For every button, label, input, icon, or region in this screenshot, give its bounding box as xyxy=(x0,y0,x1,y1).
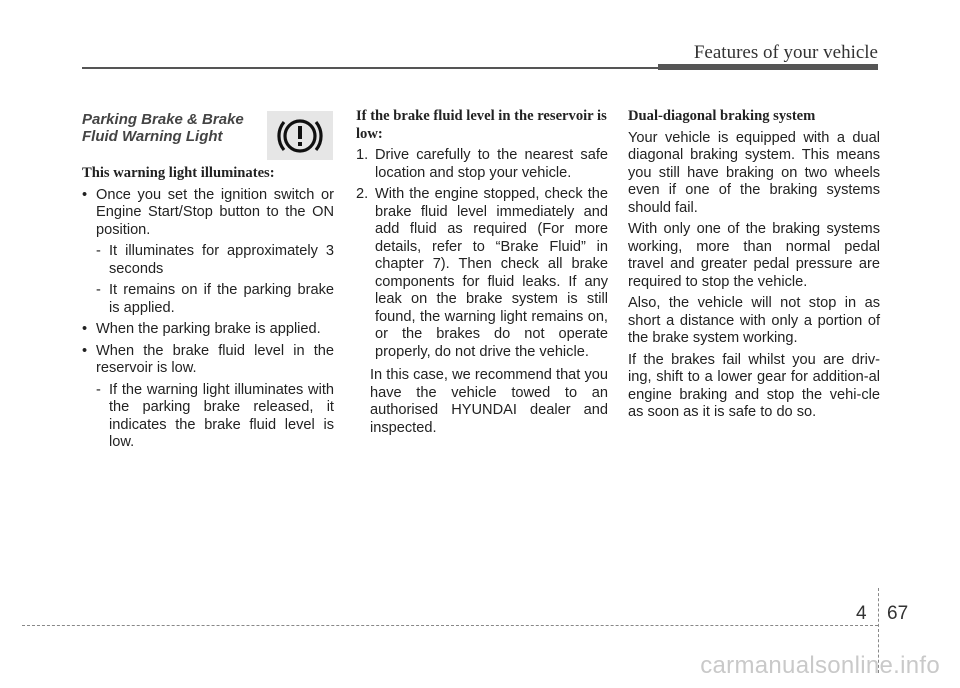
list-item-text: It illuminates for approximately 3 seconds xyxy=(109,243,334,277)
paragraph: Also, the vehicle will not stop in as short a distance with only a portion of the brake system working. xyxy=(628,295,880,346)
illumination-subhead: This warning light illuminates: xyxy=(82,165,275,181)
paragraph: Your vehicle is equipped with a dual diagonal braking system. This means you still have braking on two wheels even if one of the braking systems should fail. xyxy=(628,129,880,216)
towing-paragraph: In this case, we recommend that you have the vehicle towed to an authorised HYUNDAI dealer and inspected. xyxy=(370,367,608,436)
header-bar xyxy=(658,64,878,70)
list-item xyxy=(82,243,334,278)
list-item-text: Once you set the ignition switch or Engine Start/Stop button to the ON position. xyxy=(96,186,334,238)
list-item-text: When the brake fluid level in the reservoir is low. xyxy=(96,342,334,376)
number-mark: 1. xyxy=(356,147,369,163)
list-item xyxy=(82,382,334,452)
list-item-text: When the parking brake is applied. xyxy=(96,321,321,337)
paragraph: With only one of the braking systems working, more than normal pedal travel and greater pedal pressure are required to stop the vehicle. xyxy=(628,221,880,290)
section-title: Parking Brake & Brake Fluid Warning Light xyxy=(82,111,244,145)
list-item xyxy=(82,321,334,339)
column-middle xyxy=(356,108,608,437)
footer-rule xyxy=(22,625,878,626)
bullet-mark: • xyxy=(82,186,88,203)
list-item-text: With the engine stopped, check the brake fluid level immediately and add fluid as required (For more details, refer to “Brake Fluid” in chapter 7). Then check all brake components for fluid leaks. If any leak on the brake system is still found, the warning light remains on, or the brakes do not operate properly, do not drive the vehicle. xyxy=(375,186,608,360)
list-item-text: Drive carefully to the nearest safe location and stop your vehicle. xyxy=(375,147,608,181)
list-item xyxy=(82,343,334,378)
dash-mark: - xyxy=(96,381,101,398)
dual-diagonal-subhead: Dual-diagonal braking system xyxy=(628,108,816,124)
fluid-low-subhead: If the brake fluid level in the reservoir is low: xyxy=(356,108,607,142)
list-item-text: It remains on if the parking brake is applied. xyxy=(109,282,334,316)
list-item-text: If the warning light illuminates with the parking brake released, it indicates the brake fluid level is low. xyxy=(109,381,334,450)
dash-mark: - xyxy=(96,282,101,298)
bullet-mark: • xyxy=(82,321,88,337)
chapter-number: 4 xyxy=(856,603,867,624)
list-item xyxy=(356,186,608,361)
column-right xyxy=(628,108,880,422)
list-item xyxy=(82,187,334,240)
column-left xyxy=(82,108,334,452)
watermark: carmanualsonline.info xyxy=(700,652,940,679)
list-item xyxy=(82,282,334,317)
list-item xyxy=(356,147,608,182)
number-mark: 2. xyxy=(356,186,369,202)
header-title: Features of your vehicle xyxy=(693,42,878,63)
bullet-mark: • xyxy=(82,342,88,359)
page-number: 67 xyxy=(887,603,909,624)
paragraph: If the brakes fail whilst you are driv-ing, shift to a lower gear for addition-al engine braking and stop the vehi-cle as soon as it is safe to do so. xyxy=(628,351,880,420)
dash-mark: - xyxy=(96,243,101,259)
